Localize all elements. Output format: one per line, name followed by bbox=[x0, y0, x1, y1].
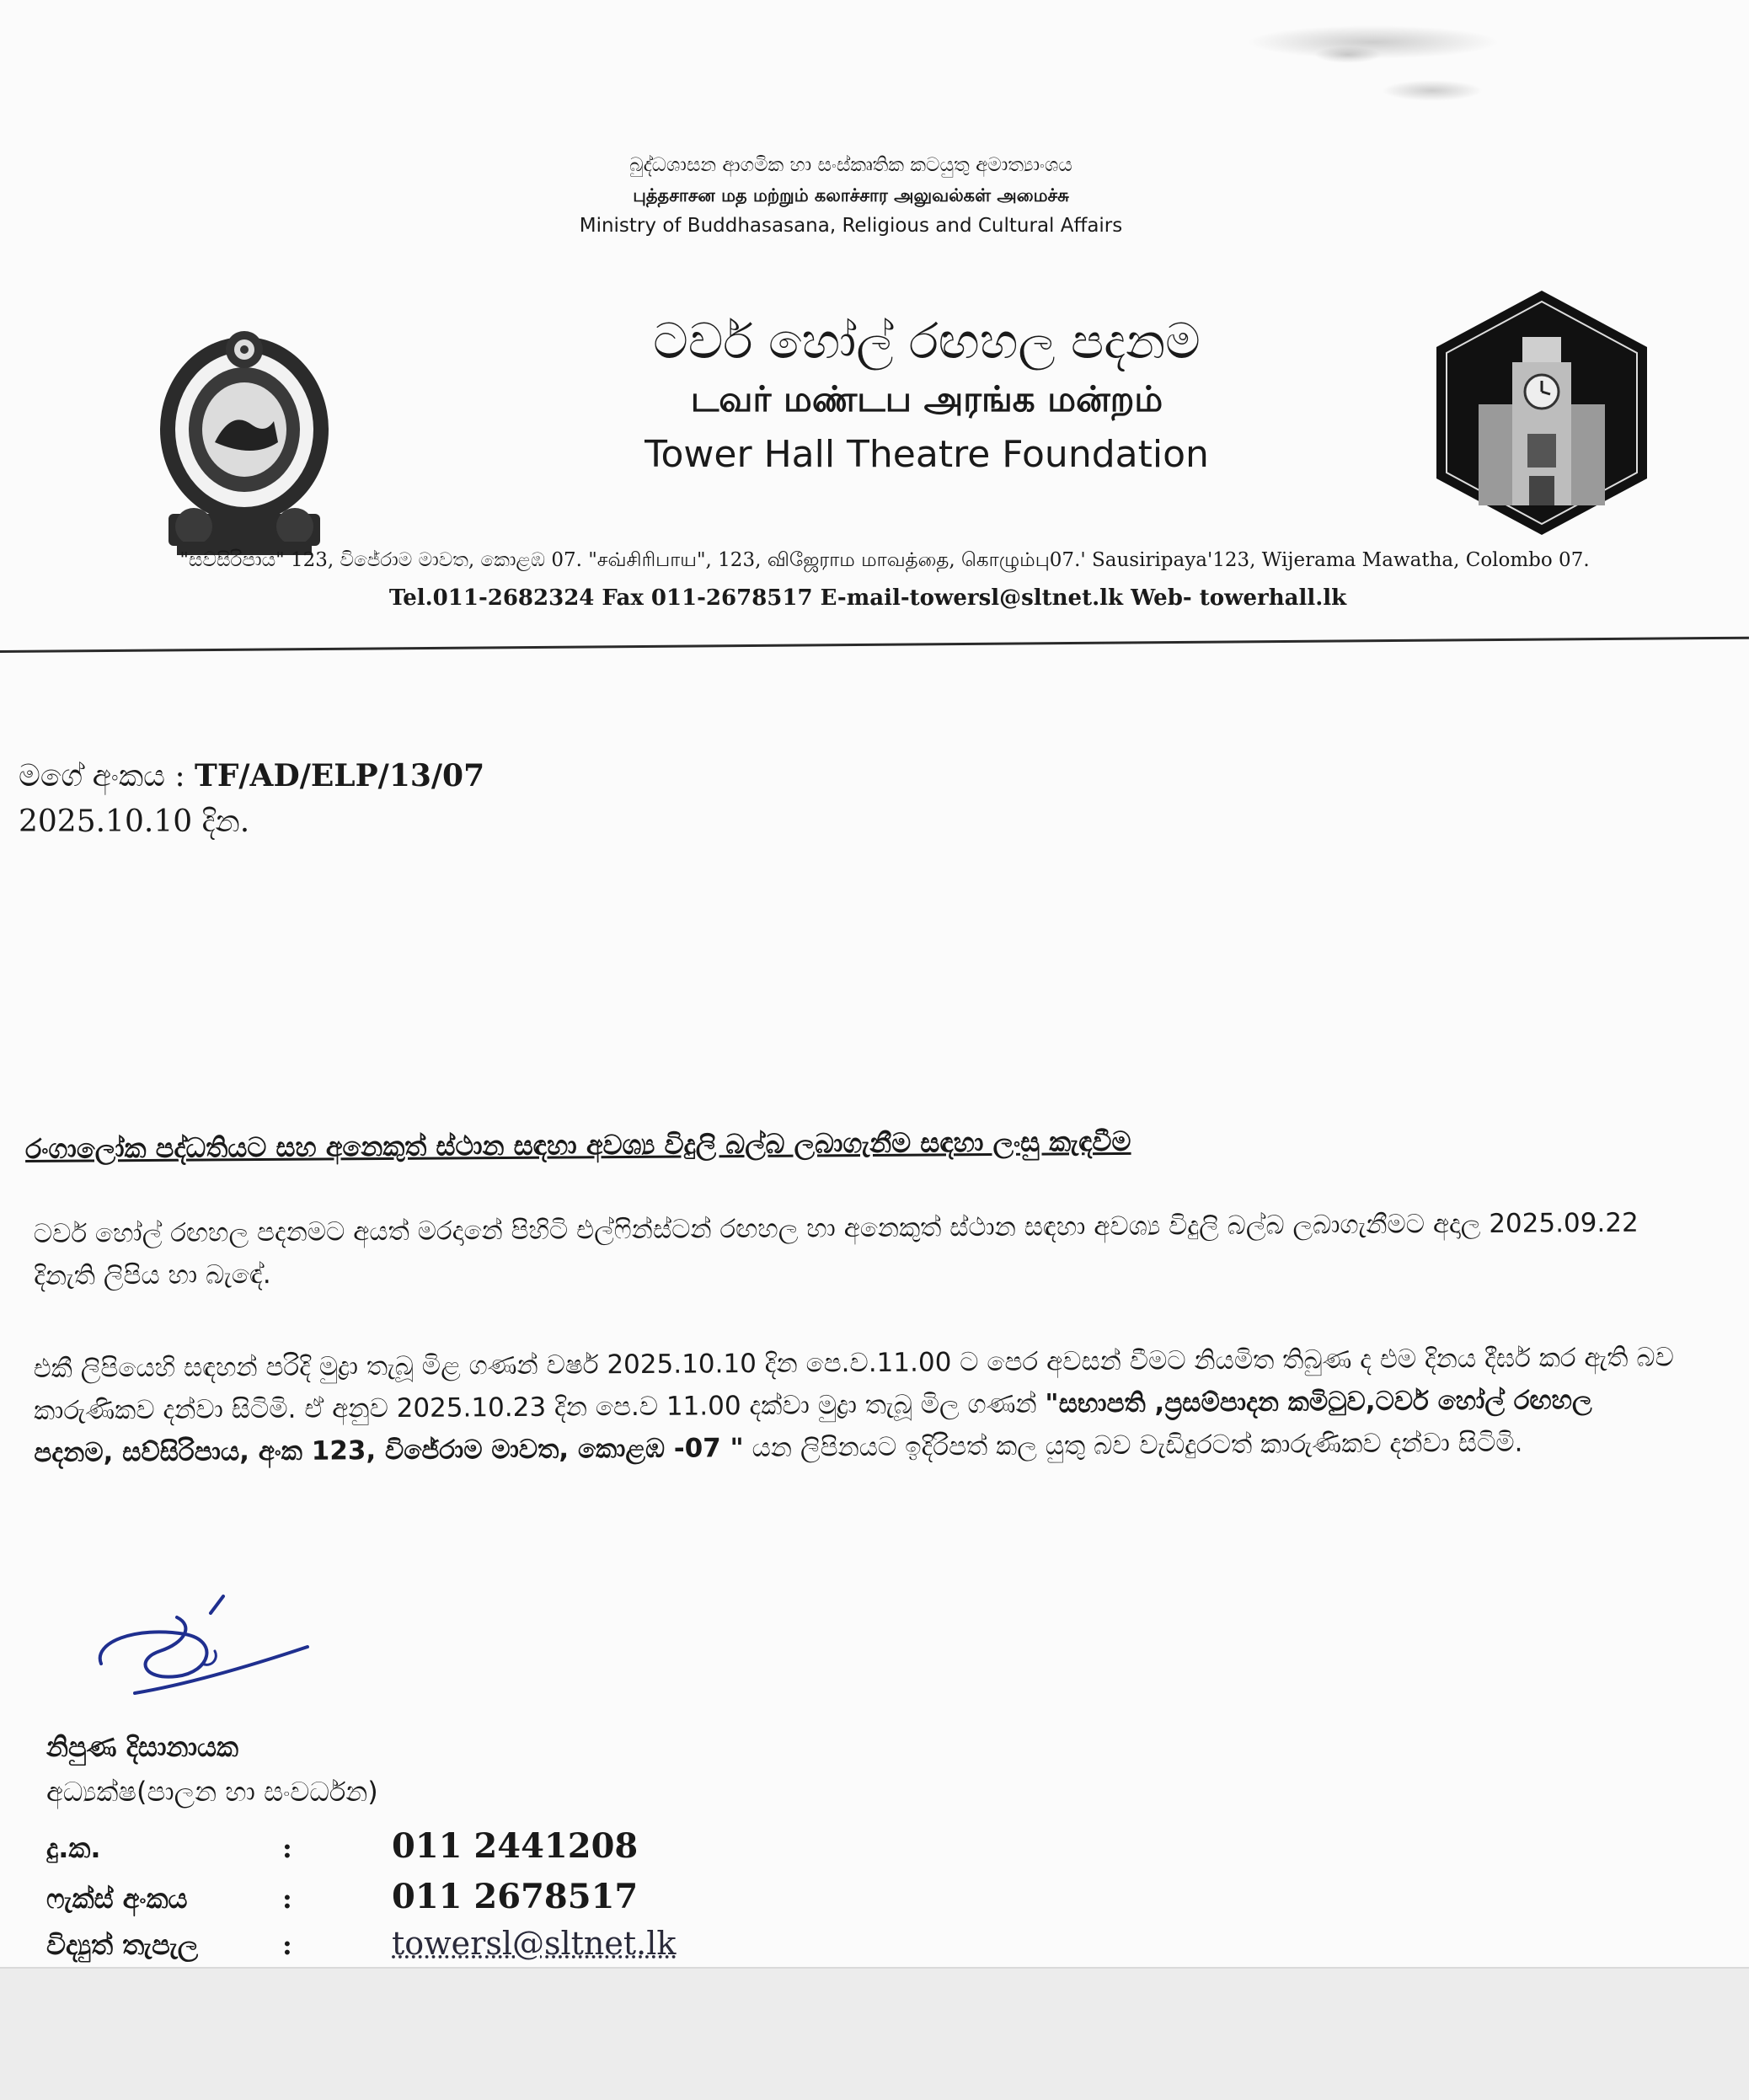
colon: : bbox=[282, 1929, 292, 1961]
email-link[interactable]: towersl@sltnet.lk bbox=[392, 1925, 677, 1962]
email-row bbox=[46, 1925, 676, 1962]
org-name-tamil: டவர் மண்டப அரங்க மன்றம் bbox=[690, 378, 1163, 419]
body-paragraph-2 bbox=[33, 1336, 1677, 1474]
header-divider bbox=[0, 637, 1749, 653]
organization-name bbox=[539, 310, 1314, 484]
phone-row bbox=[46, 1826, 638, 1866]
signatory-title: අධ්‍යක්ෂ(පාලන හා සංවර්ධන) bbox=[46, 1776, 378, 1808]
reference-number bbox=[19, 758, 484, 794]
phone-number: 011 2441208 bbox=[392, 1826, 639, 1866]
handwritten-signature bbox=[84, 1592, 320, 1718]
paragraph-2-text-a: එකී ලිපියෙහි සඳහන් පරිදි මුද්‍රා තැබූ මිළ ගණන් වර්ෂ 2025.10.10 දින පෙ.ව.11.00 ට පෙර අවසන් වීමට නියමිත තිබුණ ද එම දිනය දීර්ඝ කර ඇති බව කාරුණිකව දන්වා සිටිමි. ඒ අනුව 2025.10.23 දින පෙ.ව 11.00 දක්වා මුද්‍රා තැබූ මිල ගණන් bbox=[33, 1342, 1674, 1426]
scan-smudge bbox=[1314, 46, 1382, 63]
paragraph-2-text-c: යන ලිපිනයට ඉදිරිපත් කල යුතු බව වැඩිදුරටත් කාරුණිකව දන්වා සිටිමි. bbox=[743, 1427, 1523, 1464]
sri-lanka-emblem-icon bbox=[147, 324, 341, 564]
ministry-name-tamil: புத்தசாசன மத மற்றும் கலாச்சார அலுவல்கள் அமைச்சு bbox=[633, 185, 1069, 206]
reference-label: මගේ අංකය : bbox=[19, 759, 195, 794]
fax-label: ෆැක්ස් අංකය bbox=[46, 1883, 188, 1915]
address-line: "සව්සිරිපාය" 123, විජේරාම මාවත, කොළඹ 07. "சவ்சிரிபாய", 123, விஜேராம மாவத்தை, கொழும்பு07.' Sausiripaya'123, Wijerama Mawatha, Colombo 07. bbox=[179, 549, 1590, 571]
tower-hall-clock-tower-logo bbox=[1428, 286, 1655, 539]
body-paragraph-1: ටවර් හෝල් රඟහල පදනමට අයත් මරදානේ පිහිටි එල්ෆින්ස්ටන් රඟහල හා අනෙකුත් ස්ථාන සඳහා අවශ්‍ය විදුලි බල්බ ලබාගැනීමට අදාල 2025.09.22 දිනැති ලිපිය හා බැඳේ. bbox=[33, 1207, 1639, 1291]
colon: : bbox=[282, 1832, 292, 1864]
fax-row bbox=[46, 1877, 638, 1916]
org-name-sinhala: ටවර් හෝල් රඟහල පදනම bbox=[653, 313, 1201, 370]
ministry-header bbox=[472, 150, 1230, 241]
signatory-name: නිපුණ දිසානායක bbox=[46, 1731, 238, 1763]
letter-date: 2025.10.10 දින. bbox=[19, 804, 250, 839]
phone-label: දු.ක. bbox=[46, 1832, 101, 1864]
contact-line: Tel.011-2682324 Fax 011-2678517 E-mail-towersl@sltnet.lk Web- towerhall.lk bbox=[388, 585, 1347, 611]
ministry-name-english: Ministry of Buddhasasana, Religious and Cultural Affairs bbox=[579, 215, 1123, 237]
scan-background bbox=[0, 1967, 1749, 2100]
letter-subject: රංගාලෝක පද්ධතියට සහ අනෙකුත් ස්ථාන සඳහා අවශ්‍ය විදුලි බල්බ ලබාගැනීම සඳහා ලංසු කැඳවීම bbox=[24, 1125, 1131, 1165]
org-name-english: Tower Hall Theatre Foundation bbox=[645, 433, 1209, 476]
colon: : bbox=[282, 1883, 292, 1915]
scan-smudge bbox=[1382, 80, 1483, 101]
submission-address: "සභාපති ,ප්‍රසම්පාදන කමිටුව,ටවර් හෝල් රඟහල පදනම, සව්සිරිපාය, අංක 123, විජේරාම මාවත, කොළඹ -07 " bbox=[34, 1385, 1592, 1468]
fax-number: 011 2678517 bbox=[392, 1877, 639, 1916]
email-label: විද්‍යුත් තැපැල bbox=[46, 1929, 199, 1961]
reference-value: TF/AD/ELP/13/07 bbox=[195, 758, 485, 794]
ministry-name-sinhala: බුද්ධශාසන ආගමික හා සංස්කෘතික කටයුතු අමාත්‍යාංශය bbox=[629, 154, 1072, 176]
